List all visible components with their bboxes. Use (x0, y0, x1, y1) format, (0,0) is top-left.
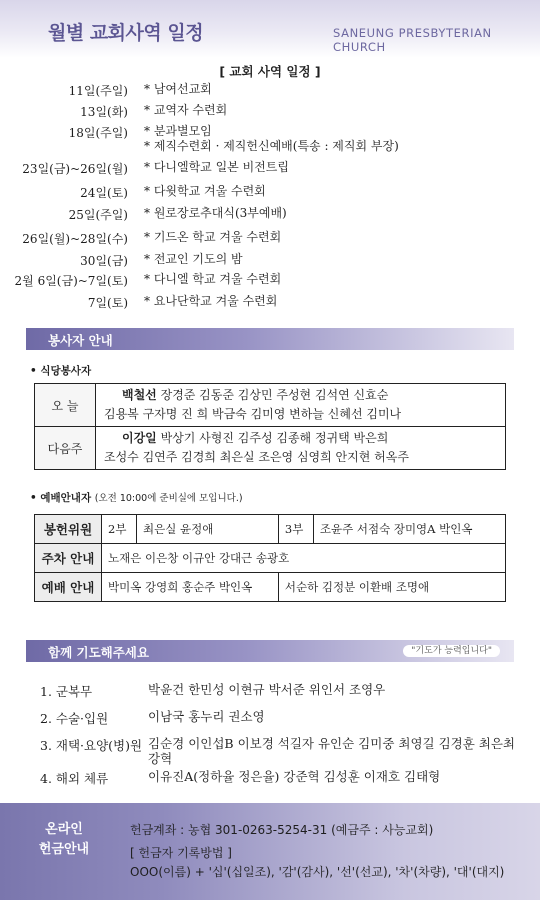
prayer-category: 4. 해외 체류 (40, 771, 109, 786)
prayer-names: 박윤건 한민성 이현규 박서준 위인서 조영우 (148, 682, 386, 697)
parking-label: 주차 안내 (35, 544, 102, 573)
schedule-events (144, 184, 266, 199)
schedule-event: * 원로장로추대식(3부예배) (144, 206, 287, 220)
table-row (35, 427, 506, 470)
offering-names-3: 조윤주 서점숙 장미영A 박인옥 (313, 515, 505, 544)
schedule-date: 23일(금)~26일(월) (22, 162, 128, 176)
volunteer-band (26, 328, 514, 350)
schedule-event: * 제직수련회 · 제직헌신예배(특송 : 제직회 부장) (144, 139, 399, 153)
schedule-event: * 다윗학교 겨울 수련회 (144, 184, 266, 198)
schedule-events (144, 160, 289, 175)
table-row (35, 573, 506, 602)
prayer-category: 3. 재택·요양(병)원 (40, 738, 143, 753)
offering-service-2: 2부 (102, 515, 137, 544)
online-offering-title (24, 820, 104, 860)
schedule-date: 13일(화) (80, 105, 128, 119)
online-offering-footer (0, 803, 540, 900)
table-row (35, 544, 506, 573)
prayer-band (26, 640, 514, 662)
schedule-date: 24일(토) (80, 186, 128, 200)
schedule-event: * 교역자 수련회 (144, 103, 228, 117)
prayer-category: 1. 군복무 (40, 684, 93, 699)
schedule-event: * 남여선교회 (144, 82, 212, 96)
worship-guide-names-1: 박미옥 강영희 홍순주 박인옥 (102, 573, 279, 602)
usher-table (34, 514, 506, 602)
schedule-events (144, 272, 281, 287)
table-row (35, 384, 506, 427)
schedule-event: * 기드온 학교 겨울 수련회 (144, 230, 282, 244)
schedule-event: * 다니엘 학교 겨울 수련회 (144, 272, 282, 286)
prayer-names: 이남국 홍누리 권소영 (148, 709, 265, 724)
next-week-names-line1: 박상기 사형진 김주성 김종해 정귀택 박은희 (156, 431, 389, 445)
kitchen-volunteer-label: • 식당봉사자 (30, 365, 92, 377)
schedule-events (144, 230, 281, 245)
prayer-motto: "기도가 능력입니다" (403, 645, 500, 657)
today-leader: 백철선 (122, 388, 157, 402)
offering-account: 헌금계좌 : 농협 301-0263-5254-31 (예금주 : 사능교회) (130, 823, 434, 837)
offering-label: 봉헌위원 (35, 515, 102, 544)
today-names (96, 384, 506, 427)
schedule-event: * 다니엘학교 일본 비전트립 (144, 160, 289, 174)
schedule-events (144, 206, 287, 221)
church-name: SANEUNG PRESBYTERIAN CHURCH (333, 26, 492, 54)
schedule-event: * 전교인 기도의 밤 (144, 252, 243, 266)
schedule-date: 7일(토) (87, 296, 128, 310)
schedule-event: * 분과별모임 (144, 124, 212, 138)
prayer-category: 2. 수술·입원 (40, 711, 109, 726)
row-label-next-week: 다음주 (35, 427, 96, 470)
schedule-date: 26일(월)~28일(수) (22, 232, 128, 246)
next-week-names-line2: 조성수 김연주 김경희 최은실 조은영 심영희 안지현 허옥주 (104, 450, 409, 464)
prayer-names: 김순경 이인섭B 이보경 석길자 유인순 김미중 최영길 김경훈 최은최강혁 (148, 736, 515, 766)
usher-note: (오전 10:00에 준비실에 모입니다.) (94, 493, 243, 504)
worship-guide-label: 예배 안내 (35, 573, 102, 602)
schedule-event: * 요나단학교 겨울 수련회 (144, 294, 278, 308)
offering-service-3: 3부 (278, 515, 313, 544)
offering-method: OOO(이름) + '십'(십일조), '감'(감사), '선'(선교), '차'(차량), '대'(대지) (130, 865, 505, 879)
schedule-events (144, 124, 399, 154)
schedule-date: 2월 6일(금)~7일(토) (14, 274, 128, 288)
schedule-events (144, 82, 212, 97)
online-offering-title-line1: 온라인 (45, 822, 83, 837)
row-label-today: 오 늘 (35, 384, 96, 427)
schedule-title: [ 교회 사역 일정 ] (219, 64, 321, 79)
today-names-line2: 김용복 구자명 진 희 박금숙 김미영 변하늘 신혜선 김미나 (104, 407, 402, 421)
usher-label-text: • 예배안내자 (30, 492, 92, 504)
schedule-date: 30일(금) (80, 254, 128, 268)
schedule-date: 25일(주일) (68, 208, 128, 222)
schedule-date: 18일(주일) (68, 126, 128, 140)
page-header (0, 0, 540, 58)
online-offering-title-line2: 헌금안내 (38, 842, 90, 857)
kitchen-volunteer-table (34, 383, 506, 470)
schedule-events (144, 103, 227, 118)
worship-guide-names-2: 서순하 김정분 이환배 조명애 (278, 573, 505, 602)
parking-names: 노재은 이은창 이규안 강대근 송광호 (102, 544, 506, 573)
prayer-band-title: 함께 기도해주세요 (48, 645, 149, 660)
volunteer-band-title: 봉사자 안내 (48, 333, 113, 348)
today-names-line1: 장경준 김동준 김상민 주성현 김석연 신효순 (156, 388, 389, 402)
offering-method-title: [ 헌금자 기록방법 ] (130, 846, 232, 860)
schedule-events (144, 252, 243, 267)
schedule-date: 11일(주일) (68, 84, 128, 98)
schedule-events (144, 294, 277, 309)
next-week-names (96, 427, 506, 470)
page-title: 월별 교회사역 일정 (48, 22, 204, 44)
offering-names-2: 최은실 윤정애 (137, 515, 279, 544)
usher-label (30, 490, 243, 505)
prayer-names: 이유진A(정하율 정은율) 강준혁 김성훈 이재호 김태형 (148, 769, 441, 784)
next-week-leader: 이강일 (122, 431, 157, 445)
table-row (35, 515, 506, 544)
